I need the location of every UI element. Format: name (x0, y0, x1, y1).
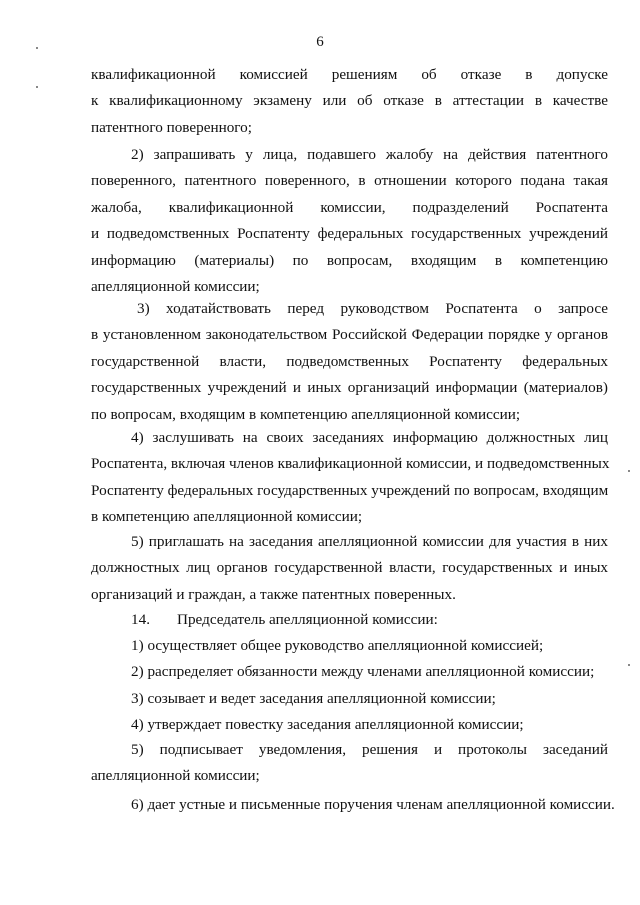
paragraph-item-2 (91, 142, 608, 300)
text-line: 2) запрашивать у лица, подавшего жалобу на действия патентного (131, 146, 608, 163)
text-line: государственных учреждений и иных организаций информации (материалов) (91, 379, 608, 397)
chairman-duty-5 (91, 737, 608, 790)
text-line: 3) созывает и ведет заседания апелляционной комиссии; (131, 689, 496, 707)
section-number: 14. (131, 611, 150, 628)
text-line (91, 607, 608, 633)
text-line: в компетенцию апелляционной комиссии; (91, 508, 363, 526)
scan-mark (628, 664, 630, 666)
paragraph-item-4 (91, 425, 608, 531)
text-line: жалоба, квалификационной комиссии, подразделений Роспатента (91, 198, 608, 216)
text-line: должностных лиц органов государственной власти, государственных и иных (91, 559, 608, 577)
text-line: 4) заслушивать на своих заседаниях информацию должностных лиц (131, 429, 608, 446)
chairman-duty-6 (91, 792, 615, 818)
text-line: квалификационной комиссией решениям об отказе в допуске (91, 66, 608, 83)
text-line: патентного поверенного; (91, 118, 252, 136)
text-line: в установленном законодательством Российской Федерации порядке у органов (91, 326, 608, 344)
text-line: апелляционной комиссии; (91, 277, 260, 295)
paragraph-item-5 (91, 529, 608, 608)
text-line: к квалификационному экзамену или об отказе в аттестации в качестве (91, 92, 608, 110)
section-title: Председатель апелляционной комиссии: (176, 611, 438, 628)
text-line: 5) приглашать на заседания апелляционной комиссии для участия в них (131, 533, 608, 550)
scan-mark (628, 470, 630, 472)
text-line: 6) дает устные и письменные поручения членам апелляционной комиссии. (131, 796, 615, 813)
text-line: Роспатента, включая членов квалификационной комиссии, и подведомственных (91, 455, 610, 473)
text-line: Роспатенту федеральных государственных учреждений по вопросам, входящим (91, 481, 609, 499)
text-line: поверенного, патентного поверенного, в отношении которого подана такая (91, 172, 608, 190)
text-line: государственной власти, подведомственных Роспатенту федеральных (91, 352, 608, 370)
text-line: 5) подписывает уведомления, решения и протоколы заседаний (131, 741, 608, 758)
text-line: и подведомственных Роспатенту федеральных государственных учреждений (91, 225, 608, 243)
paragraph-item-3 (91, 296, 608, 428)
text-line: информацию (материалы) по вопросам, входящим в компетенцию (91, 251, 608, 269)
scan-mark (36, 86, 38, 88)
text-line: 4) утверждает повестку заседания апелляционной комиссии; (131, 716, 524, 734)
text-line: по вопросам, входящим в компетенцию апелляционной комиссии; (91, 405, 521, 423)
text-line: организаций и граждан, а также патентных поверенных. (91, 585, 456, 603)
text-line: апелляционной комиссии; (91, 767, 260, 785)
paragraph-continuation (91, 62, 608, 141)
page-number: 6 (316, 34, 324, 50)
text-line: 1) осуществляет общее руководство апелляционной комиссией; (131, 637, 544, 654)
section-14-heading (91, 607, 608, 633)
chairman-duties (91, 633, 608, 739)
text-line: 2) распределяет обязанности между членами апелляционной комиссии; (131, 663, 595, 681)
text-line: 3) ходатайствовать перед руководством Роспатента о запросе (137, 300, 608, 317)
